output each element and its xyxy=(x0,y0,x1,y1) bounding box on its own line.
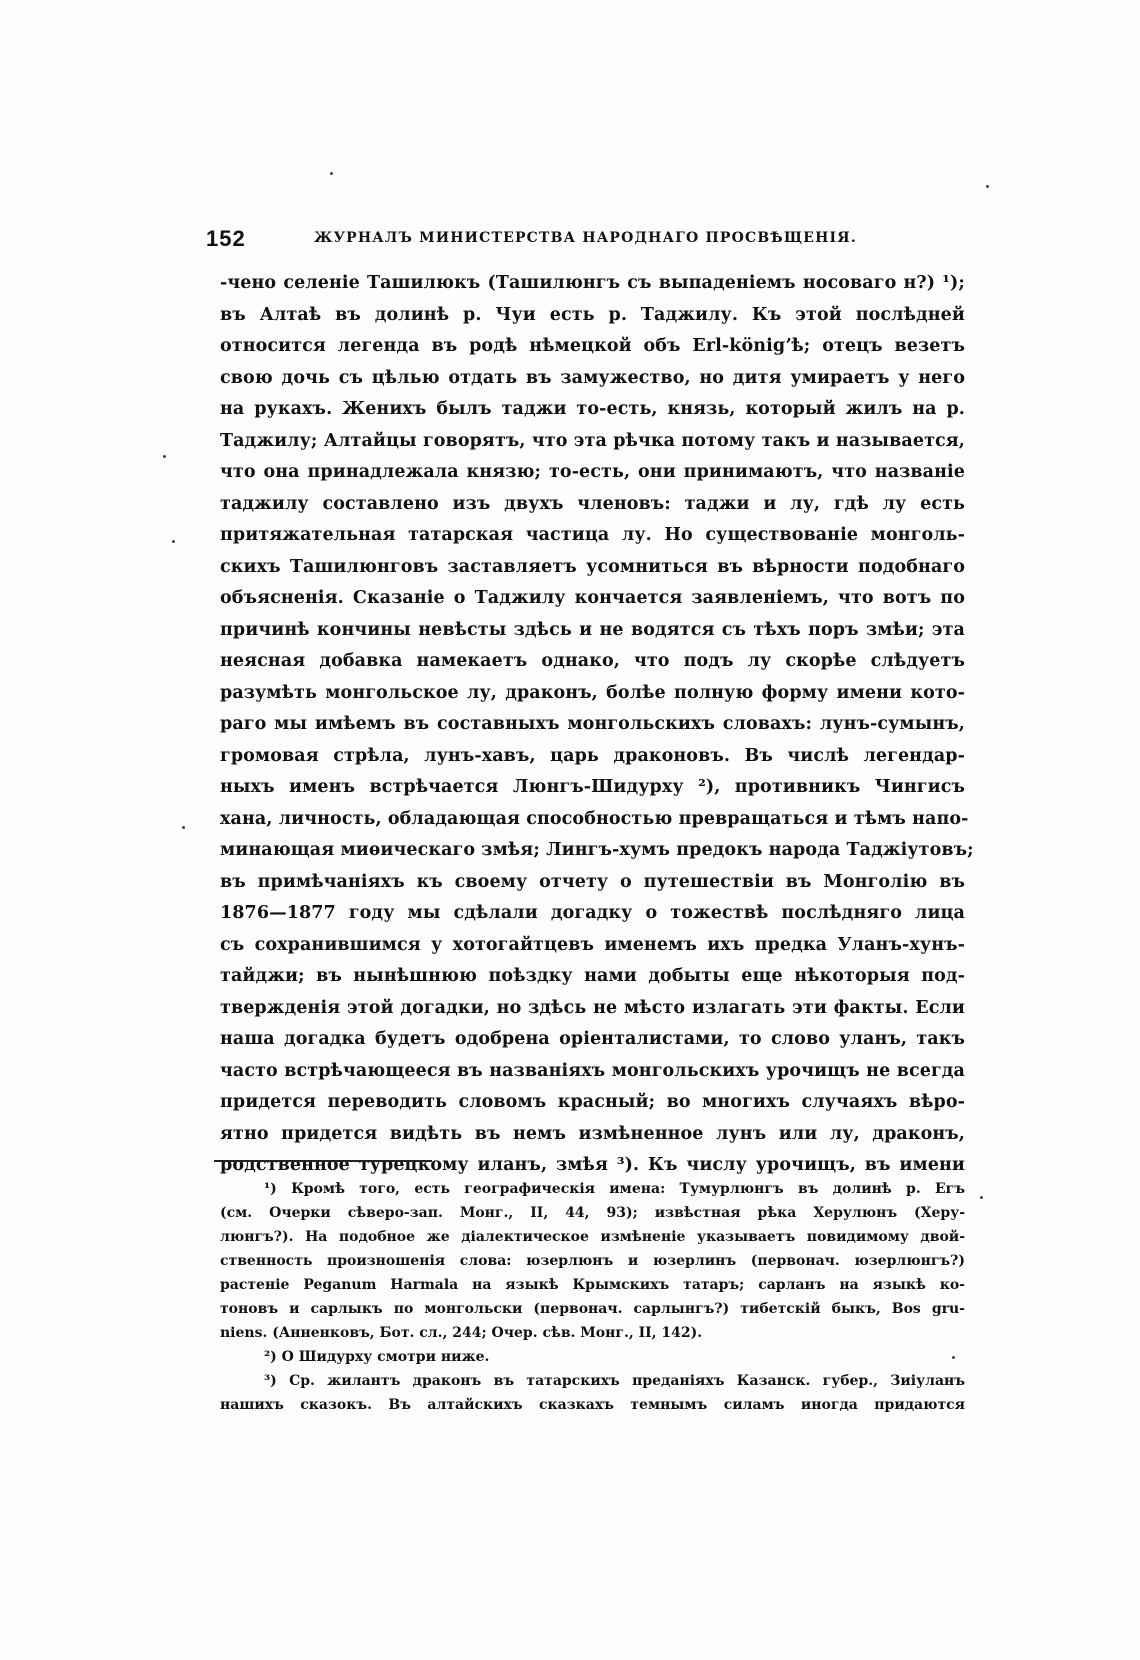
footnotes xyxy=(220,1177,965,1417)
text-line: ныхъ именъ встрѣчается Люнгъ-Шидурху ²), противникъ Чингисъ xyxy=(220,777,965,797)
text-line: раго мы имѣемъ въ составныхъ монгольскихъ словахъ: лунъ-сумынъ, xyxy=(220,714,965,734)
text-line: громовая стрѣла, лунъ-хавъ, царь драконовъ. Въ числѣ легендар- xyxy=(220,745,965,766)
text-line: на рукахъ. Женихъ былъ таджи то-есть, князь, который жилъ на р. xyxy=(220,399,965,419)
text-line: относится легенда въ родѣ нѣмецкой объ Erl-königʼѣ; отецъ везетъ xyxy=(220,336,965,356)
scan-speck xyxy=(952,1356,955,1359)
main-text xyxy=(220,268,974,1182)
text-line: -чено селеніе Ташилюкъ (Ташилюнгъ съ выпаденіемъ носоваго н?) ¹); xyxy=(220,273,965,293)
text-line: причинѣ кончины невѣсты здѣсь и не водятся съ тѣхъ поръ змѣи; эта xyxy=(220,619,965,640)
text-line: таджилу составлено изъ двухъ членовъ: таджи и лу, гдѣ лу есть xyxy=(220,493,965,514)
text-line: придется переводить словомъ красный; во многихъ случаяхъ вѣро- xyxy=(220,1092,965,1112)
text-line: 1876—1877 году мы сдѣлали догадку о тожествѣ послѣдняго лица xyxy=(220,903,965,923)
scan-speck xyxy=(163,455,166,458)
footnote-line: растеніе Peganum Harmala на языкѣ Крымскихъ татаръ; сарланъ на языкѣ ко- xyxy=(220,1277,965,1293)
text-line: часто встрѣчающееся въ названіяхъ монгольскихъ урочищъ не всегда xyxy=(220,1060,965,1081)
text-line: что она принадлежала князю; то-есть, они принимаютъ, что названіе xyxy=(220,462,965,482)
scan-speck xyxy=(182,826,185,829)
scan-speck xyxy=(980,1196,983,1199)
footnote-line: niens. (Анненковъ, Бот. сл., 244; Очер. сѣв. Монг., II, 142). xyxy=(220,1325,703,1341)
text-line: объясненія. Сказаніе о Таджилу кончается заявленіемъ, что вотъ по xyxy=(220,588,965,608)
text-line: минающая миѳическаго змѣя; Лингъ-хумъ предокъ народа Таджіутовъ; xyxy=(220,840,974,860)
footnote-line: ственность произношенія слова: юзерлюнъ и юзерлинъ (первонач. юзерлюнгъ?) xyxy=(220,1253,965,1269)
page-number: 152 xyxy=(206,226,246,251)
text-line: притяжательная татарская частица лу. Но существованіе монголь- xyxy=(220,525,965,545)
page-header xyxy=(206,226,876,258)
footnote-line: ³) Ср. жилантъ драконъ въ татарскихъ преданіяхъ Казанск. губер., Зиіуланъ xyxy=(264,1373,965,1389)
text-line: тайджи; въ нынѣшнюю поѣздку нами добыты еще нѣкоторыя под- xyxy=(220,966,965,986)
running-title: ЖУРНАЛЪ МИНИСТЕРСТВА НАРОДНАГО ПРОСВѢЩЕНІЯ. xyxy=(314,230,857,246)
text-line: съ сохранившимся у хотогайтцевъ именемъ ихъ предка Уланъ-хунъ- xyxy=(220,934,965,955)
text-line: разумѣть монгольское лу, драконъ, болѣе полную форму имени кото- xyxy=(220,682,965,703)
footnote-line: (см. Очерки сѣверо-зап. Монг., II, 44, 93); извѣстная рѣка Херулюнъ (Херу- xyxy=(220,1205,965,1221)
text-line: Таджилу; Алтайцы говорятъ, что эта рѣчка потому такъ и называется, xyxy=(220,430,965,451)
text-line: твержденія этой догадки, но здѣсь не мѣсто излагать эти факты. Если xyxy=(220,997,965,1018)
scan-speck xyxy=(330,172,333,175)
footnote-line: нашихъ сказокъ. Въ алтайскихъ сказкахъ темнымъ силамъ иногда придаются xyxy=(220,1397,965,1413)
text-line: скихъ Ташилюнговъ заставляетъ усомниться въ вѣрности подобнаго xyxy=(220,556,965,577)
text-line: неясная добавка намекаетъ однако, что подъ лу скорѣе слѣдуетъ xyxy=(220,651,965,671)
text-line: въ Алтаѣ въ долинѣ р. Чуи есть р. Таджилу. Къ этой послѣдней xyxy=(220,304,965,325)
scan-speck xyxy=(172,540,175,543)
text-line: въ примѣчаніяхъ къ своему отчету о путешествіи въ Монголію въ xyxy=(220,871,965,892)
text-line: хана, личность, обладающая способностью превращаться и тѣмъ напо- xyxy=(220,808,969,829)
footnote-line: ²) О Шидурху смотри ниже. xyxy=(264,1349,490,1365)
text-line: наша догадка будетъ одобрена оріенталистами, то слово уланъ, такъ xyxy=(220,1029,965,1049)
footnote-line: тоновъ и сарлыкъ по монгольски (первонач. сарлынгъ?) тибетскій быкъ, Bos gru- xyxy=(220,1301,965,1317)
footnote-divider xyxy=(214,1160,432,1162)
scan-speck xyxy=(986,185,989,188)
text-line: свою дочь съ цѣлью отдать въ замужество, но дитя умираетъ у него xyxy=(220,367,965,388)
text-line: ятно придется видѣть въ немъ измѣненное лунъ или лу, драконъ, xyxy=(220,1123,965,1144)
footnote-line: ¹) Кромѣ того, есть географическія имена: Тумурлюнгъ въ долинѣ р. Егъ xyxy=(264,1181,965,1197)
text-line: родственное турецкому иланъ, змѣя ³). Къ числу урочищъ, въ имени xyxy=(220,1155,965,1175)
footnote-line: люнгъ?). Ha подобное же діалектическое измѣненіе указываетъ повидимому двой- xyxy=(220,1229,965,1245)
